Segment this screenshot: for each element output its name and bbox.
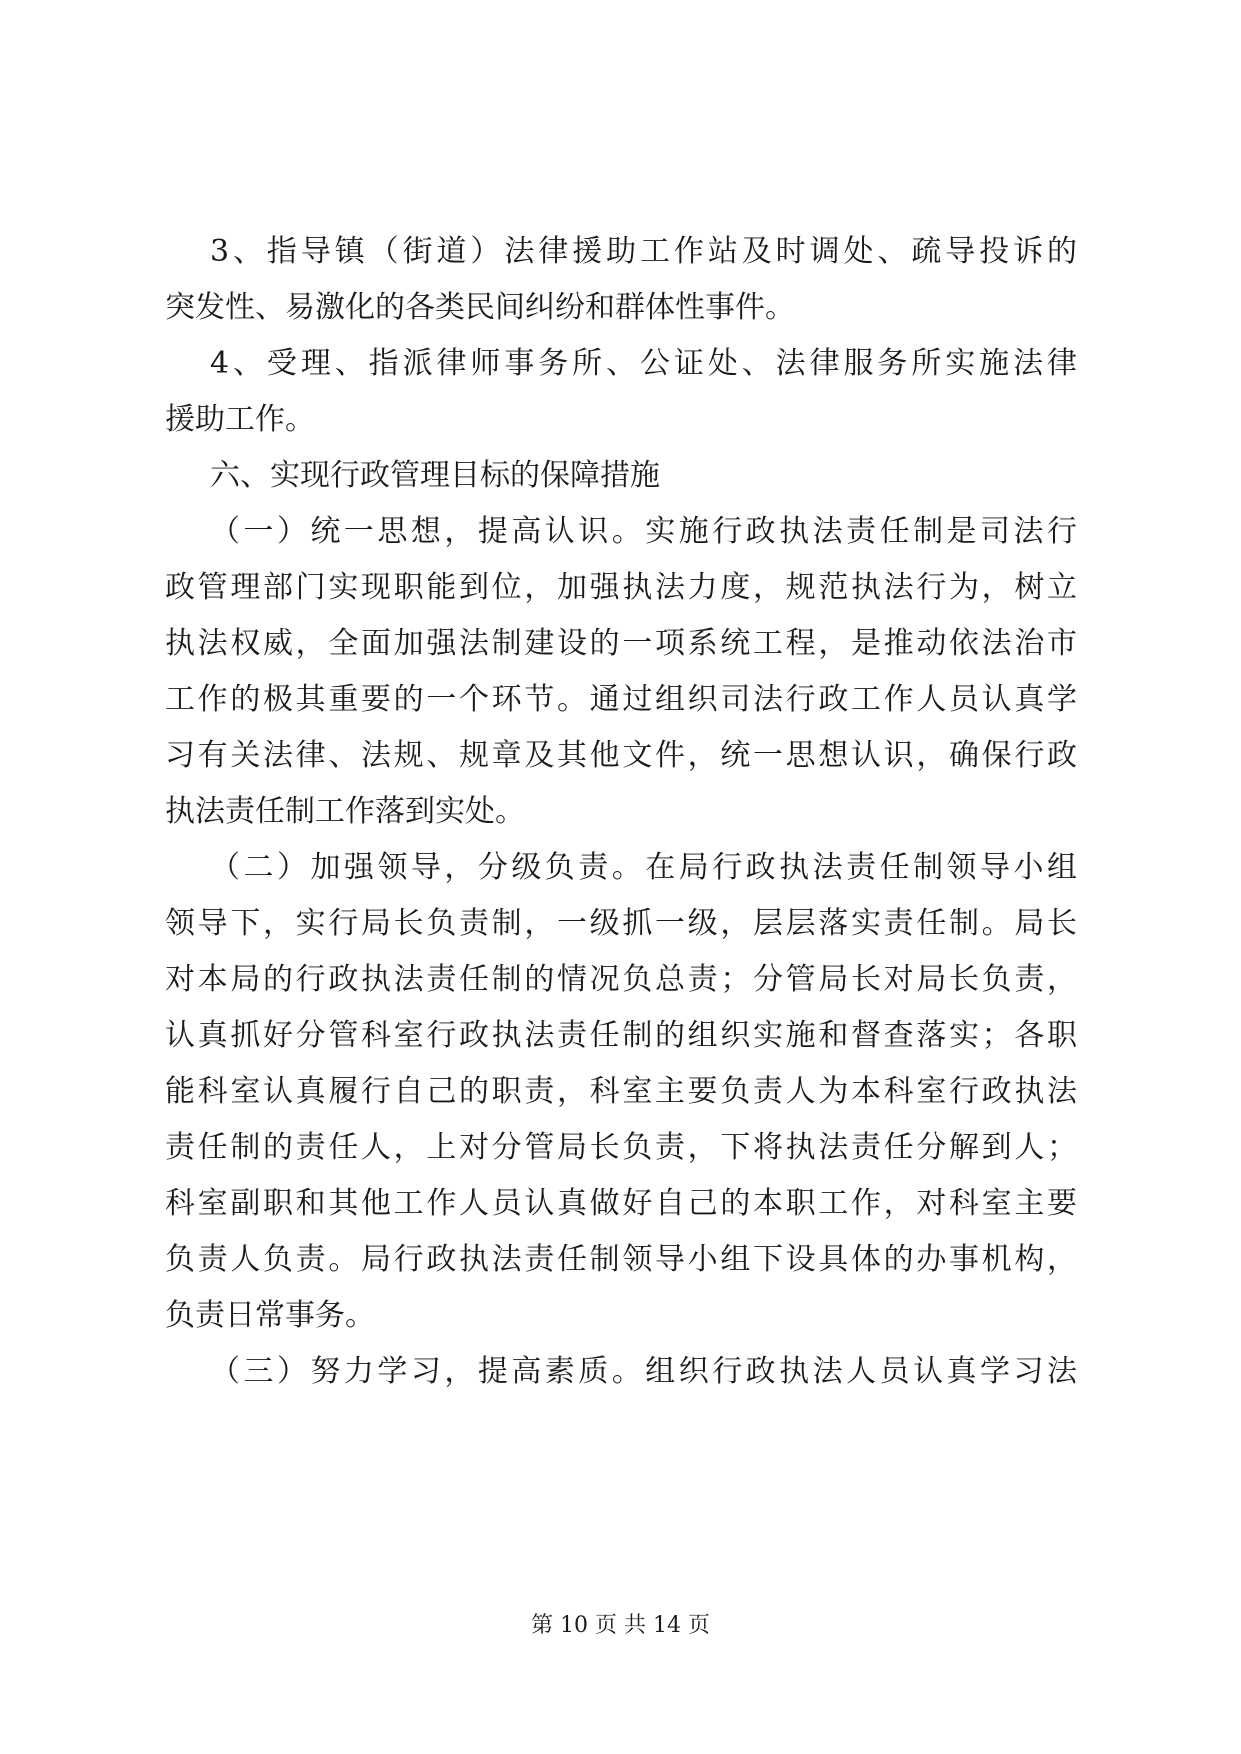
text-line: 突发性、易激化的各类民间纠纷和群体性事件。: [165, 290, 795, 325]
section-heading: 六、实现行政管理目标的保障措施: [210, 458, 660, 493]
text-line: （三）努力学习，提高素质。组织行政执法人员认真学习法: [210, 1354, 1081, 1389]
text-line: 领导下，实行局长负责制，一级抓一级，层层落实责任制。局长: [165, 906, 1080, 941]
text-line: 责任制的责任人，上对分管局长负责，下将执法责任分解到人；: [165, 1130, 1080, 1165]
text-line: 认真抓好分管科室行政执法责任制的组织实施和督查落实；各职: [165, 1018, 1080, 1053]
page-number-footer: 第 10 页 共 14 页: [531, 1613, 710, 1638]
text-line: （一）统一思想，提高认识。实施行政执法责任制是司法行: [210, 514, 1081, 549]
text-line: 对本局的行政执法责任制的情况负总责；分管局长对局长负责，: [165, 962, 1080, 997]
text-line: 习有关法律、法规、规章及其他文件，统一思想认识，确保行政: [165, 738, 1080, 773]
text-line: 3、指导镇（街道）法律援助工作站及时调处、疏导投诉的: [210, 234, 1081, 269]
text-line: 科室副职和其他工作人员认真做好自己的本职工作，对科室主要: [165, 1186, 1080, 1221]
text-line: 执法责任制工作落到实处。: [165, 794, 525, 829]
text-line: 能科室认真履行自己的职责，科室主要负责人为本科室行政执法: [165, 1074, 1080, 1109]
text-line: （二）加强领导，分级负责。在局行政执法责任制领导小组: [210, 850, 1081, 885]
text-line: 政管理部门实现职能到位，加强执法力度，规范执法行为，树立: [165, 570, 1080, 605]
text-line: 执法权威，全面加强法制建设的一项系统工程，是推动依法治市: [165, 626, 1080, 661]
text-line: 负责人负责。局行政执法责任制领导小组下设具体的办事机构，: [165, 1242, 1080, 1277]
text-line: 工作的极其重要的一个环节。通过组织司法行政工作人员认真学: [165, 682, 1080, 717]
text-line: 4、受理、指派律师事务所、公证处、法律服务所实施法律: [210, 346, 1081, 381]
text-line: 负责日常事务。: [165, 1298, 375, 1333]
text-line: 援助工作。: [165, 402, 315, 437]
